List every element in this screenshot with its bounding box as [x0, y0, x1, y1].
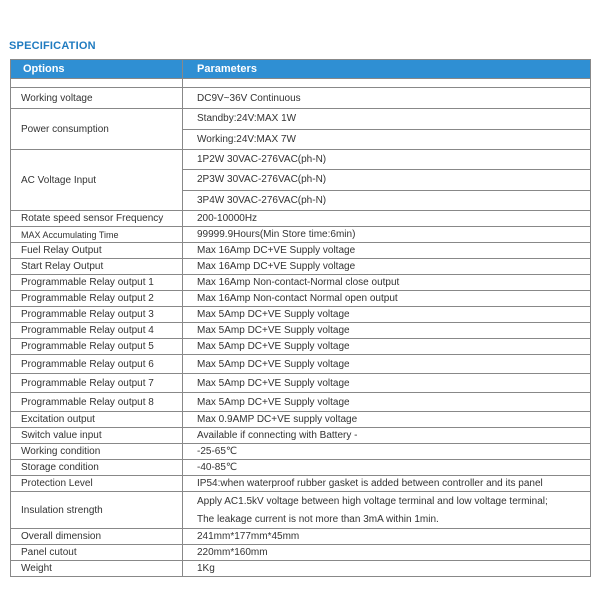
option-cell: Start Relay Output — [11, 259, 183, 274]
option-cell: Excitation output — [11, 412, 183, 427]
table-row — [11, 275, 590, 291]
parameters-cell — [183, 211, 590, 226]
header-options: Options — [11, 60, 183, 78]
parameters-cell — [183, 339, 590, 354]
table-row — [11, 444, 590, 460]
parameter-line: 1P2W 30VAC-276VAC(ph-N) — [183, 150, 590, 170]
parameter-line: 241mm*177mm*45mm — [197, 531, 300, 542]
parameter-line: 3P4W 30VAC-276VAC(ph-N) — [197, 194, 327, 206]
parameters-cell — [183, 227, 590, 242]
option-cell: Weight — [11, 561, 183, 576]
page-title: SPECIFICATION — [9, 40, 96, 52]
parameter-line: Standby:24V:MAX 1W — [183, 109, 590, 130]
parameter-line: Max 16Amp Non-contact-Normal close output — [197, 277, 400, 288]
parameter-line: Max 5Amp DC+VE Supply voltage — [197, 341, 350, 352]
parameters-cell — [183, 355, 590, 373]
option-cell: Programmable Relay output 6 — [11, 355, 183, 373]
parameter-line: Available if connecting with Battery - — [197, 430, 358, 441]
parameter-line: Max 16Amp DC+VE Supply voltage — [197, 261, 356, 272]
option-cell: Programmable Relay output 5 — [11, 339, 183, 354]
table-row — [11, 374, 590, 393]
option-cell: MAX Accumulating Time — [11, 227, 183, 242]
option-cell: Switch value input — [11, 428, 183, 443]
parameter-line: Max 5Amp DC+VE Supply voltage — [197, 396, 350, 408]
parameters-cell — [183, 476, 590, 491]
table-row — [11, 492, 590, 529]
option-cell: Working condition — [11, 444, 183, 459]
header-parameters: Parameters — [197, 63, 257, 75]
parameters-cell — [183, 275, 590, 290]
parameters-cell — [183, 243, 590, 258]
parameter-line: -40-85℃ — [197, 462, 238, 473]
header-spacer — [11, 79, 590, 88]
table-row — [11, 323, 590, 339]
parameter-line: Max 16Amp DC+VE Supply voltage — [197, 245, 356, 256]
table-row — [11, 355, 590, 374]
option-cell: Overall dimension — [11, 529, 183, 544]
parameters-cell — [183, 374, 590, 392]
table-row — [11, 460, 590, 476]
option-cell: Programmable Relay output 7 — [11, 374, 183, 392]
option-cell: Storage condition — [11, 460, 183, 475]
parameters-cell — [183, 291, 590, 306]
option-cell: Working voltage — [11, 88, 183, 108]
parameters-cell — [183, 88, 590, 108]
parameter-line: 1Kg — [197, 563, 215, 574]
option-cell: Protection Level — [11, 476, 183, 491]
table-row — [11, 307, 590, 323]
spec-table — [10, 59, 591, 577]
table-row — [11, 428, 590, 444]
parameter-line: Max 5Amp DC+VE Supply voltage — [197, 377, 350, 389]
parameter-line: -25-65℃ — [197, 446, 238, 457]
parameter-line: 220mm*160mm — [197, 547, 268, 558]
option-cell: Programmable Relay output 8 — [11, 393, 183, 411]
parameters-cell — [183, 109, 590, 149]
option-cell: Panel cutout — [11, 545, 183, 560]
option-cell: Power consumption — [11, 109, 183, 149]
parameters-cell — [183, 561, 590, 576]
parameters-cell — [183, 259, 590, 274]
parameter-line: Max 5Amp DC+VE Supply voltage — [197, 309, 350, 320]
option-cell: AC Voltage Input — [11, 150, 183, 210]
option-cell: Programmable Relay output 1 — [11, 275, 183, 290]
parameter-line: Working:24V:MAX 7W — [197, 133, 296, 145]
parameter-line: Max 16Amp Non-contact Normal open output — [197, 293, 398, 304]
parameter-line: Max 5Amp DC+VE Supply voltage — [197, 325, 350, 336]
table-row — [11, 291, 590, 307]
table-row — [11, 339, 590, 355]
table-row — [11, 412, 590, 428]
option-cell: Programmable Relay output 2 — [11, 291, 183, 306]
parameters-cell — [183, 412, 590, 427]
parameter-line: Max 5Amp DC+VE Supply voltage — [197, 358, 350, 370]
parameters-cell — [183, 492, 590, 528]
table-row — [11, 393, 590, 412]
parameters-cell — [183, 307, 590, 322]
parameters-cell — [183, 393, 590, 411]
table-row — [11, 88, 590, 109]
option-cell: Insulation strength — [11, 492, 183, 528]
table-body — [11, 88, 590, 576]
table-row — [11, 545, 590, 561]
parameters-cell — [183, 545, 590, 560]
table-row — [11, 561, 590, 576]
option-cell: Rotate speed sensor Frequency — [11, 211, 183, 226]
table-row — [11, 211, 590, 227]
table-header — [11, 60, 590, 79]
table-row — [11, 150, 590, 211]
table-row — [11, 529, 590, 545]
parameter-line: DC9V~36V Continuous — [197, 92, 301, 104]
parameter-line: Max 0.9AMP DC+VE supply voltage — [197, 414, 358, 425]
table-row — [11, 227, 590, 243]
parameters-cell — [183, 460, 590, 475]
parameters-cell — [183, 444, 590, 459]
parameters-cell — [183, 150, 590, 210]
parameter-line: The leakage current is not more than 3mA within 1min. — [197, 513, 439, 525]
table-row — [11, 109, 590, 150]
table-row — [11, 476, 590, 492]
table-row — [11, 259, 590, 275]
parameter-line: 99999.9Hours(Min Store time:6min) — [197, 229, 356, 240]
option-cell: Programmable Relay output 4 — [11, 323, 183, 338]
table-row — [11, 243, 590, 259]
parameter-line: 2P3W 30VAC-276VAC(ph-N) — [183, 170, 590, 190]
parameters-cell — [183, 323, 590, 338]
parameters-cell — [183, 428, 590, 443]
option-cell: Programmable Relay output 3 — [11, 307, 183, 322]
parameter-line: Apply AC1.5kV voltage between high voltage terminal and low voltage terminal; — [197, 495, 548, 507]
parameters-cell — [183, 529, 590, 544]
parameter-line: IP54:when waterproof rubber gasket is added between controller and its panel — [197, 478, 543, 489]
parameter-line: 200-10000Hz — [197, 213, 258, 224]
option-cell: Fuel Relay Output — [11, 243, 183, 258]
